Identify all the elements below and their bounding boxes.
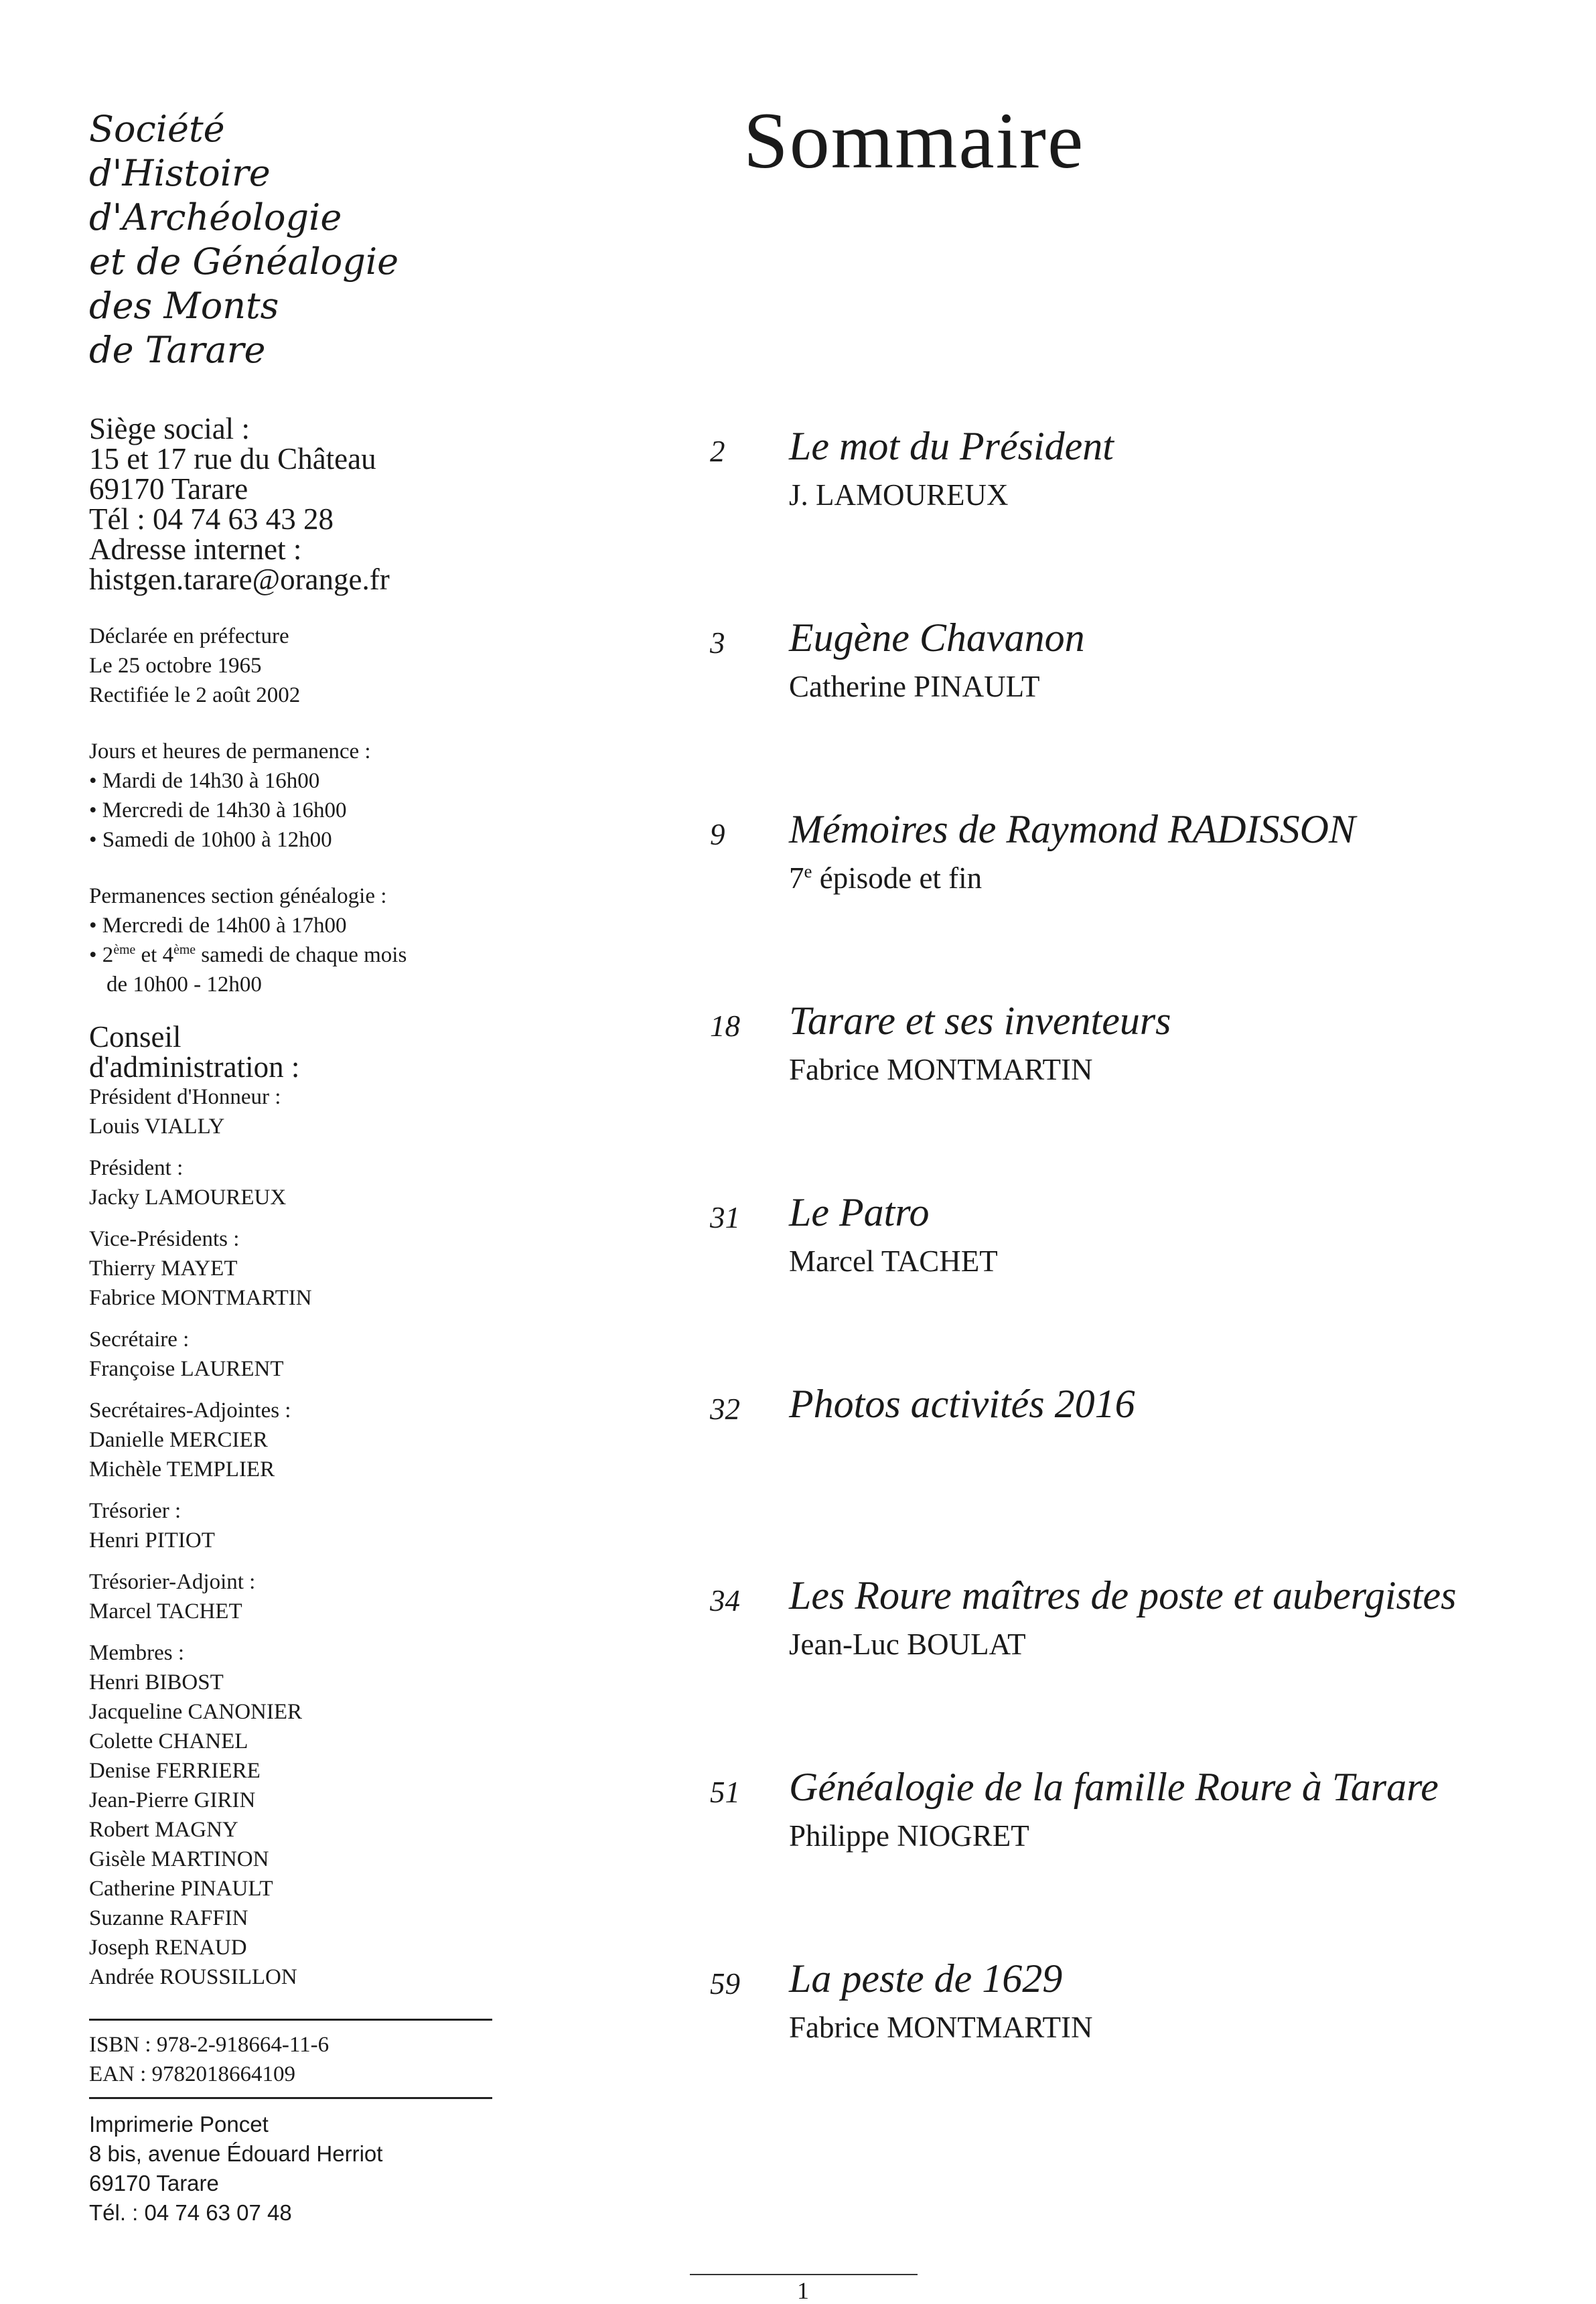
board-role-group — [89, 1082, 498, 1141]
board-member-name: Thierry MAYET — [89, 1256, 238, 1281]
ean: EAN : 9782018664109 — [89, 2062, 295, 2086]
left-column — [89, 107, 498, 2228]
toc-title: Eugène Chavanon — [789, 616, 1085, 660]
toc-title: Photos activités 2016 — [789, 1382, 1135, 1426]
hours-line: Jours et heures de permanence : — [89, 739, 371, 764]
board-member-name: Jacqueline CANONIER — [89, 1700, 303, 1724]
toc-entry — [710, 422, 1554, 614]
printer-line: Imprimerie Poncet — [89, 2112, 269, 2137]
society-line: de Tarare — [89, 329, 266, 371]
toc-entry — [710, 614, 1554, 805]
office-line: Adresse internet : — [89, 532, 302, 566]
registered-office — [89, 414, 498, 595]
toc-entry — [710, 1571, 1554, 1763]
board-member-name: Jean-Pierre GIRIN — [89, 1788, 256, 1812]
board-role-group — [89, 1496, 498, 1555]
toc-entry — [710, 997, 1554, 1188]
declaration-line: Déclarée en préfecture — [89, 624, 289, 648]
board-role: Trésorier : — [89, 1499, 182, 1523]
toc-author: Catherine PINAULT — [789, 670, 1040, 703]
declaration-line: Le 25 octobre 1965 — [89, 654, 262, 678]
folio-rule — [690, 2274, 918, 2275]
toc-entry — [710, 1188, 1554, 1380]
genealogy-line: de 10h00 - 12h00 — [106, 973, 262, 997]
hours-line: • Samedi de 10h00 à 12h00 — [89, 828, 332, 852]
society-line: d'Histoire — [89, 152, 271, 194]
board-member-name: Suzanne RAFFIN — [89, 1906, 248, 1930]
board-role: Président d'Honneur : — [89, 1085, 281, 1109]
board-role-group — [89, 1396, 498, 1484]
toc-page-number: 18 — [710, 1009, 740, 1043]
toc-title: Généalogie de la famille Roure à Tarare — [789, 1765, 1439, 1809]
toc-author: J. LAMOUREUX — [789, 478, 1009, 512]
office-line: Siège social : — [89, 412, 250, 445]
board-members — [89, 1082, 498, 1992]
toc-author: Jean-Luc BOULAT — [789, 1628, 1026, 1661]
toc-page-number: 9 — [710, 818, 725, 851]
board-role: Membres : — [89, 1641, 185, 1665]
board-role: Secrétaire : — [89, 1327, 190, 1352]
toc-author: Fabrice MONTMARTIN — [789, 1053, 1093, 1086]
board-member-name: Louis VIALLY — [89, 1114, 225, 1139]
declaration-line: Rectifiée le 2 août 2002 — [89, 683, 301, 707]
office-line: Tél : 04 74 63 43 28 — [89, 502, 334, 536]
toc-title: Le mot du Président — [789, 424, 1114, 468]
board-member-name: Françoise LAURENT — [89, 1357, 284, 1381]
society-line: Société — [89, 108, 225, 150]
board-role: Vice-Présidents : — [89, 1227, 240, 1251]
board-member-name: Catherine PINAULT — [89, 1877, 273, 1901]
board-role: Secrétaires-Adjointes : — [89, 1398, 291, 1423]
board-role-group — [89, 1567, 498, 1626]
printer-line: 69170 Tarare — [89, 2171, 219, 2195]
board-member-name: Henri BIBOST — [89, 1670, 224, 1695]
toc-title: Mémoires de Raymond RADISSON — [789, 807, 1356, 851]
board-heading: Conseil d'administration : — [89, 1020, 300, 1084]
toc-entry — [710, 1954, 1554, 2146]
toc-page-number: 3 — [710, 626, 725, 660]
genealogy-heading: Permanences section généalogie : — [89, 884, 387, 908]
board-role-group — [89, 1325, 498, 1384]
isbn: ISBN : 978-2-918664-11-6 — [89, 2033, 330, 2057]
genealogy-line: • Mercredi de 14h00 à 17h00 — [89, 914, 347, 938]
printer-line: Tél. : 04 74 63 07 48 — [89, 2200, 292, 2225]
opening-hours — [89, 737, 498, 855]
page-title: Sommaire — [743, 96, 1085, 185]
table-of-contents — [710, 422, 1554, 2146]
hours-line: • Mardi de 14h30 à 16h00 — [89, 769, 320, 793]
board-role-group — [89, 1638, 498, 1992]
toc-page-number: 34 — [710, 1584, 740, 1617]
page-number: 1 — [797, 2277, 809, 2304]
email-address: histgen.tarare@orange.fr — [89, 563, 390, 596]
society-name — [89, 107, 498, 372]
board-role: Trésorier-Adjoint : — [89, 1570, 256, 1594]
board-role-group — [89, 1153, 498, 1212]
toc-author: 7e épisode et fin — [789, 861, 983, 895]
printer-info — [89, 2110, 498, 2228]
board-member-name: Colette CHANEL — [89, 1729, 248, 1753]
society-line: des Monts — [89, 285, 279, 327]
board-member-name: Danielle MERCIER — [89, 1428, 268, 1452]
toc-page-number: 31 — [710, 1201, 740, 1234]
hours-line: • Mercredi de 14h30 à 16h00 — [89, 798, 347, 822]
board-member-name: Denise FERRIERE — [89, 1759, 261, 1783]
toc-entry — [710, 1763, 1554, 1954]
toc-page-number: 2 — [710, 435, 725, 468]
office-line: 15 et 17 rue du Château — [89, 442, 376, 476]
board-member-name: Michèle TEMPLIER — [89, 1457, 275, 1482]
genealogy-hours — [89, 881, 498, 999]
board-member-name: Andrée ROUSSILLON — [89, 1965, 297, 1989]
isbn-block — [89, 2019, 492, 2099]
toc-page-number: 32 — [710, 1392, 740, 1426]
board-member-name: Henri PITIOT — [89, 1528, 215, 1553]
toc-title: Les Roure maîtres de poste et aubergistes — [789, 1573, 1457, 1617]
toc-page-number: 59 — [710, 1967, 740, 2001]
toc-entry — [710, 1380, 1554, 1571]
board-member-name: Jacky LAMOUREUX — [89, 1185, 287, 1210]
office-line: 69170 Tarare — [89, 472, 248, 506]
toc-title: La peste de 1629 — [789, 1956, 1063, 2001]
toc-title: Tarare et ses inventeurs — [789, 999, 1171, 1043]
society-line: d'Archéologie — [89, 196, 342, 238]
toc-entry — [710, 805, 1554, 997]
board-role: Président : — [89, 1156, 184, 1180]
society-line: et de Généalogie — [89, 240, 399, 283]
board-member-name: Marcel TACHET — [89, 1599, 242, 1624]
board-member-name: Gisèle MARTINON — [89, 1847, 269, 1871]
genealogy-line: • 2ème et 4ème samedi de chaque mois — [89, 942, 407, 967]
toc-author: Marcel TACHET — [789, 1244, 998, 1278]
toc-author: Fabrice MONTMARTIN — [789, 2011, 1093, 2044]
declaration-info — [89, 622, 498, 710]
board-member-name: Joseph RENAUD — [89, 1936, 247, 1960]
toc-page-number: 51 — [710, 1776, 740, 1809]
toc-title: Le Patro — [789, 1190, 930, 1234]
printer-line: 8 bis, avenue Édouard Herriot — [89, 2141, 383, 2166]
board-member-name: Fabrice MONTMARTIN — [89, 1286, 312, 1310]
board-member-name: Robert MAGNY — [89, 1818, 238, 1842]
toc-author: Philippe NIOGRET — [789, 1819, 1029, 1853]
board-role-group — [89, 1224, 498, 1313]
